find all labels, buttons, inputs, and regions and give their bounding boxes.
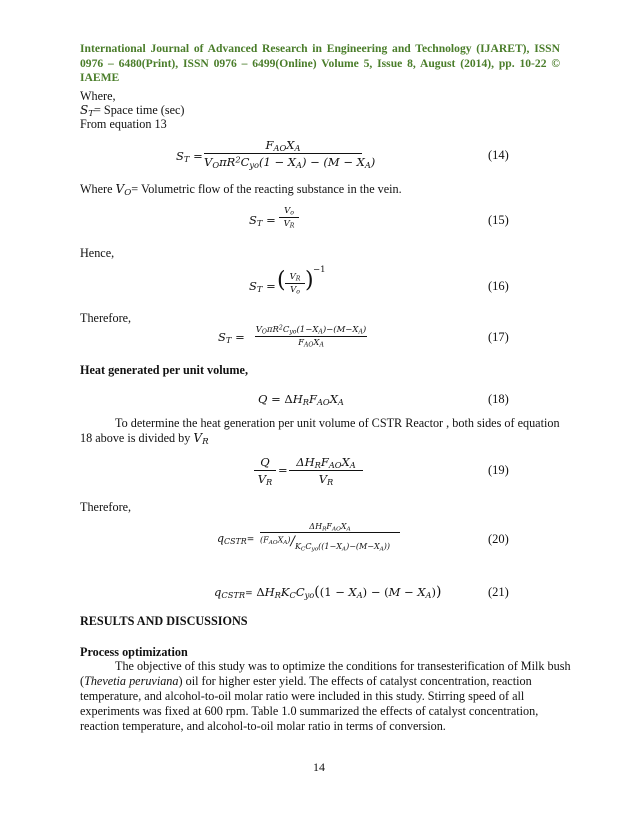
eq15-fraction-bar: [279, 217, 299, 218]
where-vo-before: Where: [80, 182, 113, 196]
process-paragraph-line-5: reaction temperature, and alcohol-to-oil molar ratio in terms of conversion.: [80, 719, 446, 733]
eq17-fraction: [255, 325, 367, 348]
eq14-number: (14): [488, 148, 509, 162]
process-paragraph-open-paren: (: [80, 674, 85, 688]
eq14-fraction: [204, 138, 376, 171]
hence-label: Hence,: [80, 246, 115, 260]
eq15-number: (15): [488, 213, 509, 227]
eq16-fraction-bar: [285, 283, 305, 284]
eq19-rhs-fraction: [289, 455, 363, 486]
space-time-definition: [80, 103, 184, 118]
eq19-lhs-bar: [254, 470, 276, 471]
eq19-lhs-numerator: Q: [260, 455, 270, 469]
where-vo-line: [80, 182, 402, 197]
eq20-number: (20): [488, 532, 509, 546]
species-name: Thevetia peruviana: [84, 674, 179, 688]
heat-paragraph-line-2: [80, 431, 209, 446]
eq16-denominator: $V_o$: [290, 285, 300, 296]
eq17-numerator: $V_O\pi R^2C_{yo}(1-X_A)-(M-X_A)$: [255, 324, 367, 336]
eq14-numerator: $F_{AO}X_A$: [265, 138, 301, 154]
eq14-lhs: $S_T$ =: [176, 149, 203, 165]
vo-symbol: $V_O$: [115, 182, 132, 199]
eq19-rhs-denominator: $V_R$: [318, 472, 334, 488]
eq20-fraction-bar: [260, 532, 400, 533]
st-symbol: $S_T$: [80, 103, 94, 120]
where-label: Where,: [80, 89, 116, 103]
heat-paragraph-line-1: To determine the heat generation per unit volume of CSTR Reactor , both sides of equation: [115, 416, 560, 430]
eq16-exponent: −1: [313, 265, 326, 275]
eq16-lhs: $S_T$ =: [249, 279, 276, 295]
eq19-rhs-numerator: $\Delta H_RF_{AO}X_A$: [296, 455, 356, 471]
where-vo-after: = Volumetric flow of the reacting substance in the vein.: [131, 182, 402, 196]
eq19-lhs-denominator: $V_R$: [257, 472, 273, 488]
eq14-fraction-bar: [204, 153, 362, 154]
eq19-lhs-fraction: [254, 455, 276, 486]
eq15-lhs: $S_T$ =: [249, 213, 276, 229]
eq20-fraction: [260, 522, 400, 553]
process-paragraph-line-2-rest: ) oil for higher ester yield. The effects of catalyst concentration, reaction: [178, 674, 532, 688]
page-number: 14: [313, 760, 325, 774]
eq18-expression: $Q = \Delta H_RF_{AO}X_A$: [258, 392, 344, 408]
eq21-number: (21): [488, 585, 509, 599]
process-paragraph-line-1: The objective of this study was to optimize the conditions for transesterification of Milk bush: [115, 659, 571, 673]
eq20-denominator: $(F_{AO}X_A)/K_CC_{yo}((1-X_A)-(M-X_A))$: [260, 534, 391, 553]
eq19-number: (19): [488, 463, 509, 477]
heat-paragraph-line-2-text: 18 above is divided by: [80, 431, 191, 445]
eq16-close-paren: ): [305, 268, 314, 293]
process-paragraph-line-2: [80, 674, 532, 689]
therefore-label-2: Therefore,: [80, 500, 132, 514]
vr-symbol: $V_R$: [193, 431, 209, 448]
results-heading: RESULTS AND DISCUSSIONS: [80, 614, 248, 628]
eq16-fraction: [285, 272, 305, 295]
st-definition-text: = Space time (sec): [94, 103, 185, 117]
eq21-expression: $q_{CSTR}= \Delta H_RK_CC_{yo}((1 - X_A) - (M - X_A))$: [214, 584, 442, 601]
eq15-denominator: $V_R$: [283, 219, 295, 230]
eq18-number: (18): [488, 392, 509, 406]
eq20-numerator: $\Delta H_RF_{AO}X_A$: [309, 522, 351, 533]
eq17-denominator: $F_{AO}X_A$: [298, 338, 324, 349]
eq15-numerator: $V_o$: [284, 206, 294, 217]
eq17-lhs: $S_T$ =: [218, 330, 245, 346]
process-optimization-heading: Process optimization: [80, 645, 188, 659]
process-paragraph-line-4: experiments was fixed at 600 rpm. Table 1.0 summarized the effects of catalyst concentration,: [80, 704, 539, 718]
from-equation-label: From equation 13: [80, 117, 167, 131]
heat-generated-heading: Heat generated per unit volume,: [80, 363, 249, 377]
process-paragraph-line-3: temperature, and alcohol-to-oil molar ratio were included in this study. Stirring speed of all: [80, 689, 525, 703]
eq16-number: (16): [488, 279, 509, 293]
eq16-numerator: $V_R$: [289, 272, 301, 283]
journal-header: International Journal of Advanced Research in Engineering and Technology (IJARET), ISSN 0976 – 6480(Print), ISSN 0976 – 6499(Online) Volume 5, Issue 8, August (2014), pp. 10-22 © IAEME: [80, 42, 560, 84]
eq17-number: (17): [488, 330, 509, 344]
eq19-equals: =: [278, 463, 288, 477]
eq20-lhs: $q_{CSTR}=$: [217, 532, 255, 546]
therefore-label-1: Therefore,: [80, 311, 132, 325]
eq14-denominator: $V_O\pi R^2C_{yo}(1 - X_A) - (M - X_A)$: [204, 154, 376, 171]
eq19-rhs-bar: [289, 470, 363, 471]
eq17-fraction-bar: [255, 336, 367, 337]
eq16-open-paren: (: [277, 268, 286, 293]
eq15-fraction: [279, 206, 299, 229]
